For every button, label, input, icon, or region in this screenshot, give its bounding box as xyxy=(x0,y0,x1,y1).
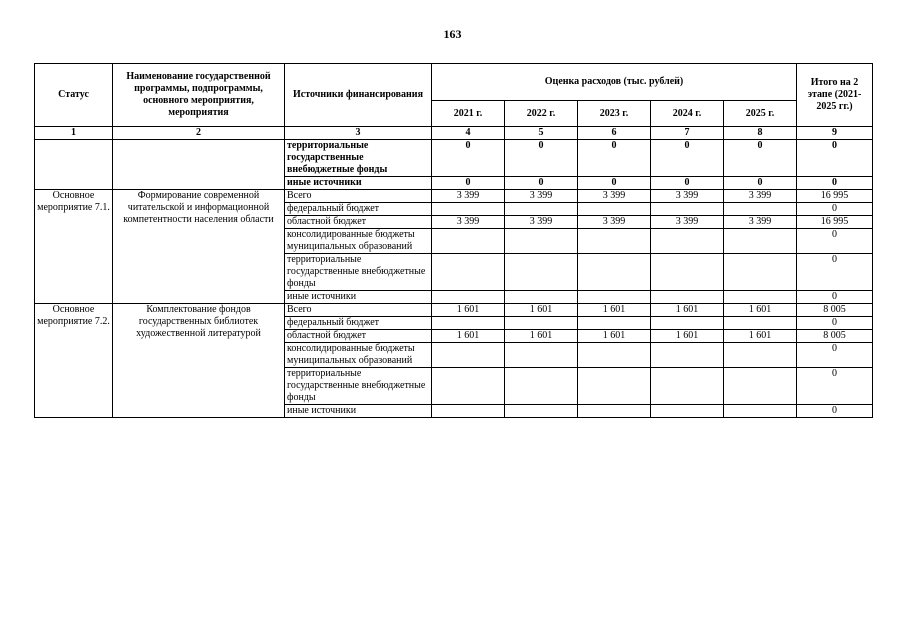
source-cell: иные источники xyxy=(285,291,432,304)
table-row xyxy=(35,190,873,203)
source-cell: федеральный бюджет xyxy=(285,203,432,216)
value-cell: 3 399 xyxy=(724,216,797,229)
column-number: 8 xyxy=(724,127,797,140)
header-year: 2024 г. xyxy=(651,101,724,127)
total-cell: 8 005 xyxy=(797,304,873,317)
total-cell: 0 xyxy=(797,317,873,330)
value-cell xyxy=(651,368,724,405)
value-cell xyxy=(724,229,797,254)
source-cell: иные источники xyxy=(285,405,432,418)
value-cell: 3 399 xyxy=(432,216,505,229)
status-cell xyxy=(35,140,113,190)
value-cell: 1 601 xyxy=(578,304,651,317)
value-cell xyxy=(651,343,724,368)
value-cell: 0 xyxy=(432,140,505,177)
source-cell: консолидированные бюджеты муниципальных образований xyxy=(285,343,432,368)
value-cell xyxy=(505,405,578,418)
value-cell: 1 601 xyxy=(505,304,578,317)
total-cell: 0 xyxy=(797,140,873,177)
header-year: 2021 г. xyxy=(432,101,505,127)
value-cell: 0 xyxy=(651,140,724,177)
value-cell xyxy=(505,343,578,368)
value-cell: 0 xyxy=(578,177,651,190)
value-cell xyxy=(505,317,578,330)
value-cell xyxy=(432,317,505,330)
column-number: 6 xyxy=(578,127,651,140)
value-cell xyxy=(724,291,797,304)
value-cell xyxy=(505,203,578,216)
value-cell xyxy=(578,229,651,254)
table-row xyxy=(35,304,873,317)
value-cell xyxy=(432,254,505,291)
total-cell: 0 xyxy=(797,405,873,418)
value-cell xyxy=(724,203,797,216)
value-cell xyxy=(724,254,797,291)
value-cell xyxy=(432,405,505,418)
value-cell: 0 xyxy=(432,177,505,190)
value-cell: 1 601 xyxy=(724,304,797,317)
value-cell: 0 xyxy=(724,140,797,177)
header-sources: Источники финансирования xyxy=(285,64,432,127)
total-cell: 0 xyxy=(797,254,873,291)
budget-table xyxy=(34,63,873,418)
value-cell xyxy=(578,343,651,368)
value-cell xyxy=(432,368,505,405)
value-cell xyxy=(651,203,724,216)
column-number: 7 xyxy=(651,127,724,140)
value-cell xyxy=(651,254,724,291)
value-cell xyxy=(651,291,724,304)
table-row xyxy=(35,140,873,177)
value-cell: 1 601 xyxy=(578,330,651,343)
value-cell xyxy=(578,405,651,418)
value-cell xyxy=(724,343,797,368)
total-cell: 0 xyxy=(797,203,873,216)
header-year: 2025 г. xyxy=(724,101,797,127)
header-total: Итого на 2 этапе (2021-2025 гг.) xyxy=(797,64,873,127)
value-cell xyxy=(651,229,724,254)
value-cell: 1 601 xyxy=(724,330,797,343)
value-cell: 3 399 xyxy=(651,190,724,203)
name-cell: Формирование современной читательской и информационной компетентности населения области xyxy=(113,190,285,304)
source-cell: консолидированные бюджеты муниципальных образований xyxy=(285,229,432,254)
value-cell xyxy=(432,203,505,216)
value-cell xyxy=(578,368,651,405)
value-cell: 3 399 xyxy=(505,216,578,229)
page-number: 163 xyxy=(443,27,462,41)
value-cell xyxy=(651,317,724,330)
value-cell xyxy=(432,291,505,304)
source-cell: Всего xyxy=(285,304,432,317)
header-status: Статус xyxy=(35,64,113,127)
header-estimate: Оценка расходов (тыс. рублей) xyxy=(432,64,797,101)
value-cell: 0 xyxy=(505,140,578,177)
total-cell: 16 995 xyxy=(797,190,873,203)
status-cell: Основное мероприятие 7.1. xyxy=(35,190,113,304)
header-year: 2022 г. xyxy=(505,101,578,127)
total-cell: 16 995 xyxy=(797,216,873,229)
value-cell: 3 399 xyxy=(578,216,651,229)
value-cell xyxy=(724,368,797,405)
source-cell: иные источники xyxy=(285,177,432,190)
value-cell xyxy=(578,291,651,304)
column-number: 9 xyxy=(797,127,873,140)
source-cell: областной бюджет xyxy=(285,330,432,343)
value-cell: 3 399 xyxy=(505,190,578,203)
value-cell xyxy=(505,291,578,304)
status-cell: Основное мероприятие 7.2. xyxy=(35,304,113,418)
total-cell: 0 xyxy=(797,368,873,405)
value-cell: 0 xyxy=(505,177,578,190)
total-cell: 8 005 xyxy=(797,330,873,343)
total-cell: 0 xyxy=(797,177,873,190)
value-cell xyxy=(505,368,578,405)
value-cell: 0 xyxy=(578,140,651,177)
column-number: 1 xyxy=(35,127,113,140)
value-cell: 1 601 xyxy=(505,330,578,343)
value-cell xyxy=(505,254,578,291)
value-cell xyxy=(724,405,797,418)
total-cell: 0 xyxy=(797,229,873,254)
value-cell xyxy=(432,343,505,368)
value-cell: 3 399 xyxy=(578,190,651,203)
value-cell xyxy=(724,317,797,330)
total-cell: 0 xyxy=(797,343,873,368)
value-cell xyxy=(578,254,651,291)
column-number: 2 xyxy=(113,127,285,140)
total-cell: 0 xyxy=(797,291,873,304)
value-cell: 0 xyxy=(724,177,797,190)
value-cell: 1 601 xyxy=(432,330,505,343)
value-cell: 3 399 xyxy=(724,190,797,203)
column-number: 3 xyxy=(285,127,432,140)
column-number: 5 xyxy=(505,127,578,140)
value-cell xyxy=(432,229,505,254)
source-cell: областной бюджет xyxy=(285,216,432,229)
value-cell: 1 601 xyxy=(651,304,724,317)
header-name: Наименование государственной программы, подпрограммы, основного мероприятия, мероприятия xyxy=(113,64,285,127)
value-cell: 3 399 xyxy=(432,190,505,203)
source-cell: территориальные государственные внебюджетные фонды xyxy=(285,254,432,291)
value-cell xyxy=(505,229,578,254)
value-cell: 3 399 xyxy=(651,216,724,229)
source-cell: федеральный бюджет xyxy=(285,317,432,330)
source-cell: территориальные государственные внебюджетные фонды xyxy=(285,140,432,177)
source-cell: территориальные государственные внебюджетные фонды xyxy=(285,368,432,405)
source-cell: Всего xyxy=(285,190,432,203)
value-cell xyxy=(578,203,651,216)
value-cell xyxy=(651,405,724,418)
value-cell: 1 601 xyxy=(651,330,724,343)
name-cell: Комплектование фондов государственных библиотек художественной литературой xyxy=(113,304,285,418)
value-cell xyxy=(578,317,651,330)
value-cell: 0 xyxy=(651,177,724,190)
column-number: 4 xyxy=(432,127,505,140)
name-cell xyxy=(113,140,285,190)
header-year: 2023 г. xyxy=(578,101,651,127)
value-cell: 1 601 xyxy=(432,304,505,317)
